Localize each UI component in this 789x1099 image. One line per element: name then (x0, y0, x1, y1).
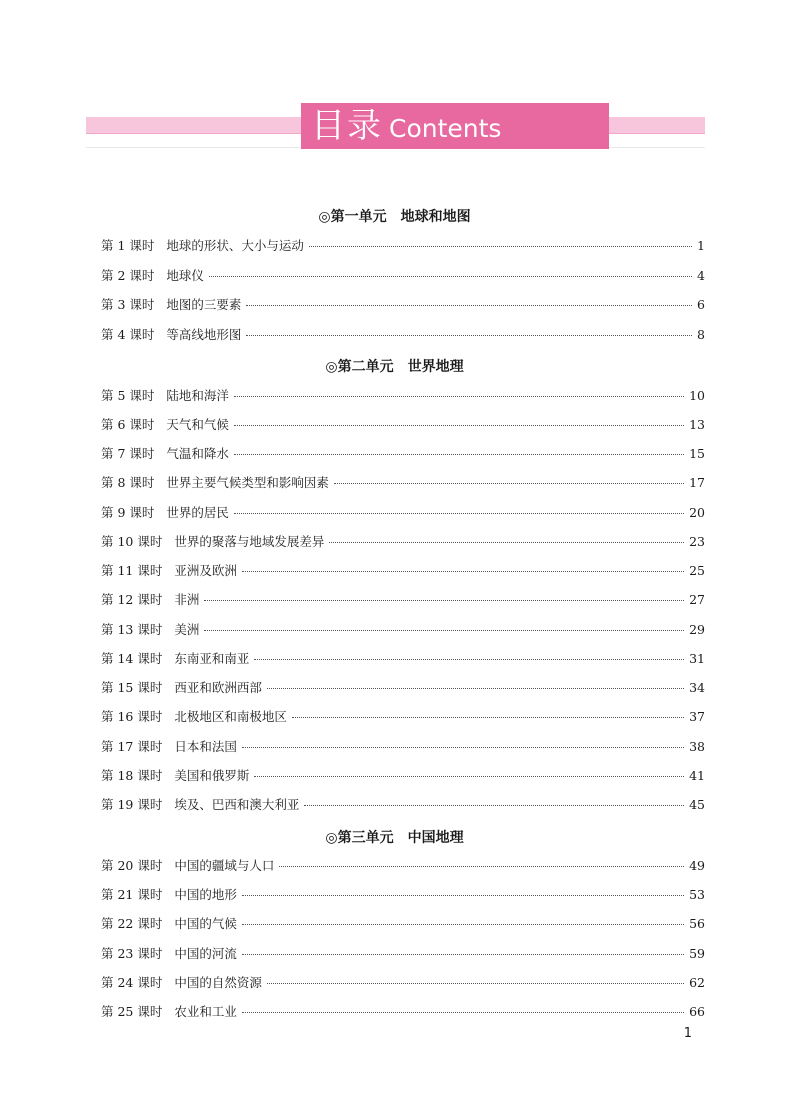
dot-leader (309, 246, 692, 247)
page-ref: 38 (689, 739, 705, 754)
toc-entry[interactable] (101, 885, 705, 905)
lesson-number: 第 7 课时 (101, 446, 155, 461)
page-ref: 62 (689, 975, 705, 990)
toc-entry[interactable] (101, 444, 705, 464)
lesson-number: 第 10 课时 (101, 534, 163, 549)
page-ref: 45 (689, 797, 705, 812)
toc-entry[interactable] (101, 236, 705, 256)
dot-leader (304, 805, 684, 806)
page-ref: 8 (697, 327, 705, 342)
toc-entry[interactable] (101, 590, 705, 610)
lesson-topic: 美国和俄罗斯 (174, 768, 250, 783)
lesson-topic: 美洲 (174, 622, 200, 637)
lesson-number: 第 20 课时 (101, 858, 163, 873)
page-ref: 17 (689, 475, 705, 490)
lesson-number: 第 2 课时 (101, 268, 155, 283)
title-chinese: 目录 (311, 106, 383, 146)
lesson-topic: 世界的居民 (166, 505, 229, 520)
unit-title-2: ◎第二单元 世界地理 (325, 359, 464, 375)
dot-leader (242, 747, 684, 748)
lesson-topic: 地图的三要素 (166, 297, 242, 312)
page-ref: 41 (689, 768, 705, 783)
toc-entry[interactable] (101, 795, 705, 815)
lesson-number: 第 15 课时 (101, 680, 163, 695)
lesson-number: 第 1 课时 (101, 238, 155, 253)
page-ref: 49 (689, 858, 705, 873)
lesson-number: 第 3 课时 (101, 297, 155, 312)
toc-entry[interactable] (101, 415, 705, 435)
dot-leader (267, 983, 684, 984)
dot-leader (279, 866, 684, 867)
dot-leader (234, 396, 684, 397)
dot-leader (242, 571, 684, 572)
toc-entry[interactable] (101, 766, 705, 786)
page-ref: 23 (689, 534, 705, 549)
page-ref: 59 (689, 946, 705, 961)
unit-title-1: ◎第一单元 地球和地图 (318, 209, 471, 225)
page-ref: 34 (689, 680, 705, 695)
page-ref: 29 (689, 622, 705, 637)
lesson-topic: 农业和工业 (174, 1004, 237, 1019)
dot-leader (267, 688, 684, 689)
lesson-topic: 北极地区和南极地区 (174, 709, 287, 724)
page-ref: 27 (689, 592, 705, 607)
page-ref: 31 (689, 651, 705, 666)
toc-entry[interactable] (101, 737, 705, 757)
lesson-number: 第 19 课时 (101, 797, 163, 812)
lesson-number: 第 22 课时 (101, 916, 163, 931)
lesson-topic: 中国的河流 (174, 946, 237, 961)
lesson-number: 第 13 课时 (101, 622, 163, 637)
lesson-topic: 地球仪 (166, 268, 204, 283)
page-ref: 1 (697, 238, 705, 253)
lesson-number: 第 6 课时 (101, 417, 155, 432)
toc-entry[interactable] (101, 944, 705, 964)
toc-entry[interactable] (101, 532, 705, 552)
lesson-topic: 日本和法国 (174, 739, 237, 754)
page-ref: 53 (689, 887, 705, 902)
toc-entry[interactable] (101, 473, 705, 493)
page-ref: 37 (689, 709, 705, 724)
toc-entry[interactable] (101, 325, 705, 345)
dot-leader (246, 305, 692, 306)
title-english: Contents (389, 114, 502, 143)
lesson-number: 第 25 课时 (101, 1004, 163, 1019)
dot-leader (234, 454, 684, 455)
page-ref: 15 (689, 446, 705, 461)
dot-leader (246, 335, 692, 336)
lesson-number: 第 11 课时 (101, 563, 163, 578)
lesson-number: 第 21 课时 (101, 887, 163, 902)
dot-leader (204, 630, 684, 631)
page-ref: 25 (689, 563, 705, 578)
toc-entry[interactable] (101, 707, 705, 727)
lesson-number: 第 23 课时 (101, 946, 163, 961)
lesson-topic: 世界的聚落与地域发展差异 (174, 534, 325, 549)
lesson-number: 第 14 课时 (101, 651, 163, 666)
dot-leader (242, 895, 684, 896)
lesson-topic: 陆地和海洋 (166, 388, 229, 403)
toc-entry[interactable] (101, 561, 705, 581)
lesson-number: 第 4 课时 (101, 327, 155, 342)
dot-leader (242, 924, 684, 925)
dot-leader (329, 542, 684, 543)
lesson-number: 第 9 课时 (101, 505, 155, 520)
toc-entry[interactable] (101, 649, 705, 669)
lesson-topic: 地球的形状、大小与运动 (166, 238, 304, 253)
dot-leader (234, 425, 684, 426)
lesson-number: 第 12 课时 (101, 592, 163, 607)
toc-entry[interactable] (101, 295, 705, 315)
toc-entry[interactable] (101, 503, 705, 523)
dot-leader (254, 659, 684, 660)
lesson-topic: 世界主要气候类型和影响因素 (166, 475, 329, 490)
title-box (301, 103, 609, 149)
page-ref: 4 (697, 268, 705, 283)
page-ref: 13 (689, 417, 705, 432)
dot-leader (242, 1012, 684, 1013)
dot-leader (242, 954, 684, 955)
page-ref: 56 (689, 916, 705, 931)
lesson-topic: 气温和降水 (166, 446, 229, 461)
lesson-topic: 东南亚和南亚 (174, 651, 250, 666)
lesson-topic: 天气和气候 (166, 417, 229, 432)
unit-title-3: ◎第三单元 中国地理 (325, 830, 464, 846)
lesson-number: 第 5 课时 (101, 388, 155, 403)
lesson-number: 第 16 课时 (101, 709, 163, 724)
lesson-topic: 中国的气候 (174, 916, 237, 931)
toc-entry[interactable] (101, 973, 705, 993)
dot-leader (334, 483, 684, 484)
page-number: 1 (683, 1026, 692, 1041)
page-ref: 6 (697, 297, 705, 312)
page-ref: 20 (689, 505, 705, 520)
dot-leader (254, 776, 684, 777)
toc-entry[interactable] (101, 1002, 705, 1022)
dot-leader (209, 276, 692, 277)
contents-header (86, 103, 705, 153)
lesson-topic: 中国的地形 (174, 887, 237, 902)
toc-entry[interactable] (101, 856, 705, 876)
lesson-topic: 亚洲及欧洲 (174, 563, 237, 578)
toc-entry[interactable] (101, 678, 705, 698)
toc-entry[interactable] (101, 266, 705, 286)
dot-leader (292, 717, 684, 718)
lesson-topic: 非洲 (174, 592, 200, 607)
lesson-topic: 西亚和欧洲西部 (174, 680, 262, 695)
lesson-number: 第 8 课时 (101, 475, 155, 490)
lesson-topic: 等高线地形图 (166, 327, 242, 342)
dot-leader (234, 513, 684, 514)
lesson-number: 第 18 课时 (101, 768, 163, 783)
toc-entry[interactable] (101, 386, 705, 406)
page-ref: 10 (689, 388, 705, 403)
lesson-number: 第 17 课时 (101, 739, 163, 754)
lesson-topic: 埃及、巴西和澳大利亚 (174, 797, 300, 812)
page-ref: 66 (689, 1004, 705, 1019)
lesson-number: 第 24 课时 (101, 975, 163, 990)
lesson-topic: 中国的疆域与人口 (174, 858, 275, 873)
toc-entry[interactable] (101, 620, 705, 640)
toc-entry[interactable] (101, 914, 705, 934)
dot-leader (204, 600, 684, 601)
lesson-topic: 中国的自然资源 (174, 975, 262, 990)
